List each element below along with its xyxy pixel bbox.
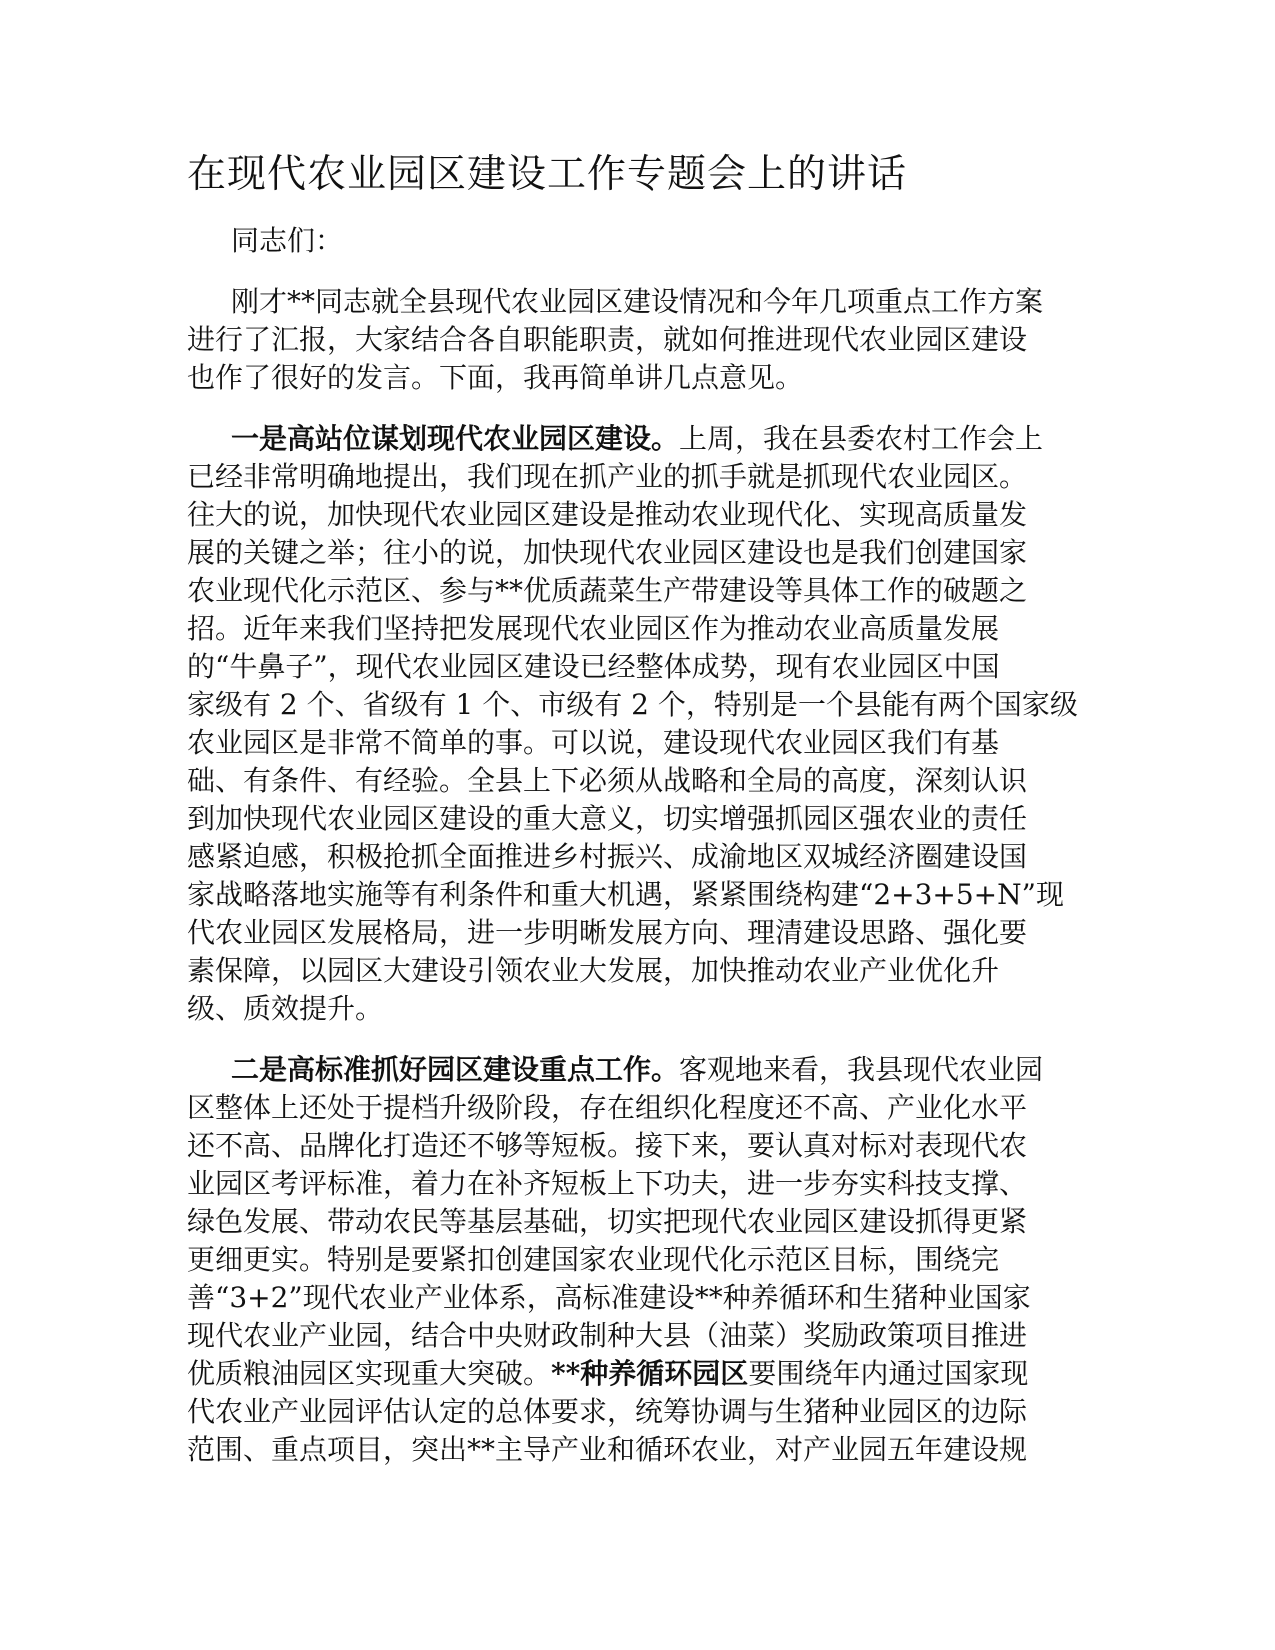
section2-heading: 二是高标准抓好园区建设重点工作。 [231,1053,680,1086]
section1-line: 到加快现代农业园区建设的重大意义，切实增强抓园区强农业的责任 [187,802,1028,835]
section2-line: 更细更实。特别是要紧扣创建国家农业现代化示范区目标，围绕完 [187,1243,1000,1276]
section2-line: 现代农业产业园，结合中央财政制种大县（油菜）奖励政策项目推进 [187,1319,1028,1352]
section1-first-line [187,420,1087,458]
section1-line: 感紧迫感，积极抢抓全面推进乡村振兴、成渝地区双城经济圈建设国 [187,840,1028,873]
section1-line: 已经非常明确地提出，我们现在抓产业的抓手就是抓现代农业园区。 [187,460,1028,493]
section1-line: 展的关键之举；往小的说，加快现代农业园区建设也是我们创建国家 [187,536,1028,569]
intro-paragraph [187,283,1087,397]
document-title: 在现代农业园区建设工作专题会上的讲话 [187,152,908,197]
section2-line: 区整体上还处于提档升级阶段，存在组织化程度还不高、产业化水平 [187,1091,1028,1124]
intro-line: 刚才**同志就全县现代农业园区建设情况和今年几项重点工作方案 [231,285,1044,318]
section1-line: 代农业园区发展格局，进一步明晰发展方向、理清建设思路、强化要 [187,916,1028,949]
section2-subheading: **种养循环园区 [551,1357,749,1390]
section2-line: 善“3+2”现代农业产业体系，高标准建设**种养循环和生猪种业国家 [187,1281,1031,1314]
document-body [187,222,1087,1492]
intro-line: 进行了汇报，大家结合各自职能职责，就如何推进现代农业园区建设 [187,323,1028,356]
section2-paragraph [187,1051,1087,1469]
greeting: 同志们： [231,224,344,257]
section1-line: 素保障，以园区大建设引领农业大发展，加快推动农业产业优化升 [187,954,1000,987]
section1-line: 的“牛鼻子”，现代农业园区建设已经整体成势，现有农业园区中国 [187,650,1000,683]
section2-first-line-text: 客观地来看，我县现代农业园 [679,1053,1044,1086]
section1-line: 级、质效提升。 [187,992,384,1025]
section1-line: 础、有条件、有经验。全县上下必须从战略和全局的高度，深刻认识 [187,764,1028,797]
section1-line: 招。近年来我们坚持把发展现代农业园区作为推动农业高质量发展 [187,612,1000,645]
intro-line: 也作了很好的发言。下面，我再简单讲几点意见。 [187,361,804,394]
section2-mixed-pre: 优质粮油园区实现重大突破。 [187,1357,552,1390]
section2-line: 还不高、品牌化打造还不够等短板。接下来，要认真对标对表现代农 [187,1129,1028,1162]
section1-line: 家战略落地实施等有利条件和重大机遇，紧紧围绕构建“2+3+5+N”现 [187,878,1064,911]
section2-line: 业园区考评标准，着力在补齐短板上下功夫，进一步夯实科技支撑、 [187,1167,1028,1200]
section1-line: 家级有 2 个、省级有 1 个、市级有 2 个，特别是一个县能有两个国家级 [187,688,1078,721]
section2-mixed-line [187,1355,1087,1393]
section1-line: 往大的说，加快现代农业园区建设是推动农业现代化、实现高质量发 [187,498,1028,531]
section2-line: 代农业产业园评估认定的总体要求，统筹协调与生猪种业园区的边际 [187,1395,1028,1428]
section2-line: 范围、重点项目，突出**主导产业和循环农业，对产业园五年建设规 [187,1433,1028,1466]
section2-line: 绿色发展、带动农民等基层基础，切实把现代农业园区建设抓得更紧 [187,1205,1028,1238]
section1-line: 农业现代化示范区、参与**优质蔬菜生产带建设等具体工作的破题之 [187,574,1028,607]
section1-heading: 一是高站位谋划现代农业园区建设。 [231,422,680,455]
section2-first-line [187,1051,1087,1089]
section1-line: 农业园区是非常不简单的事。可以说，建设现代农业园区我们有基 [187,726,1000,759]
section1-paragraph [187,420,1087,1028]
section1-first-line-text: 上周，我在县委农村工作会上 [679,422,1044,455]
section2-mixed-post: 要围绕年内通过国家现 [748,1357,1029,1390]
